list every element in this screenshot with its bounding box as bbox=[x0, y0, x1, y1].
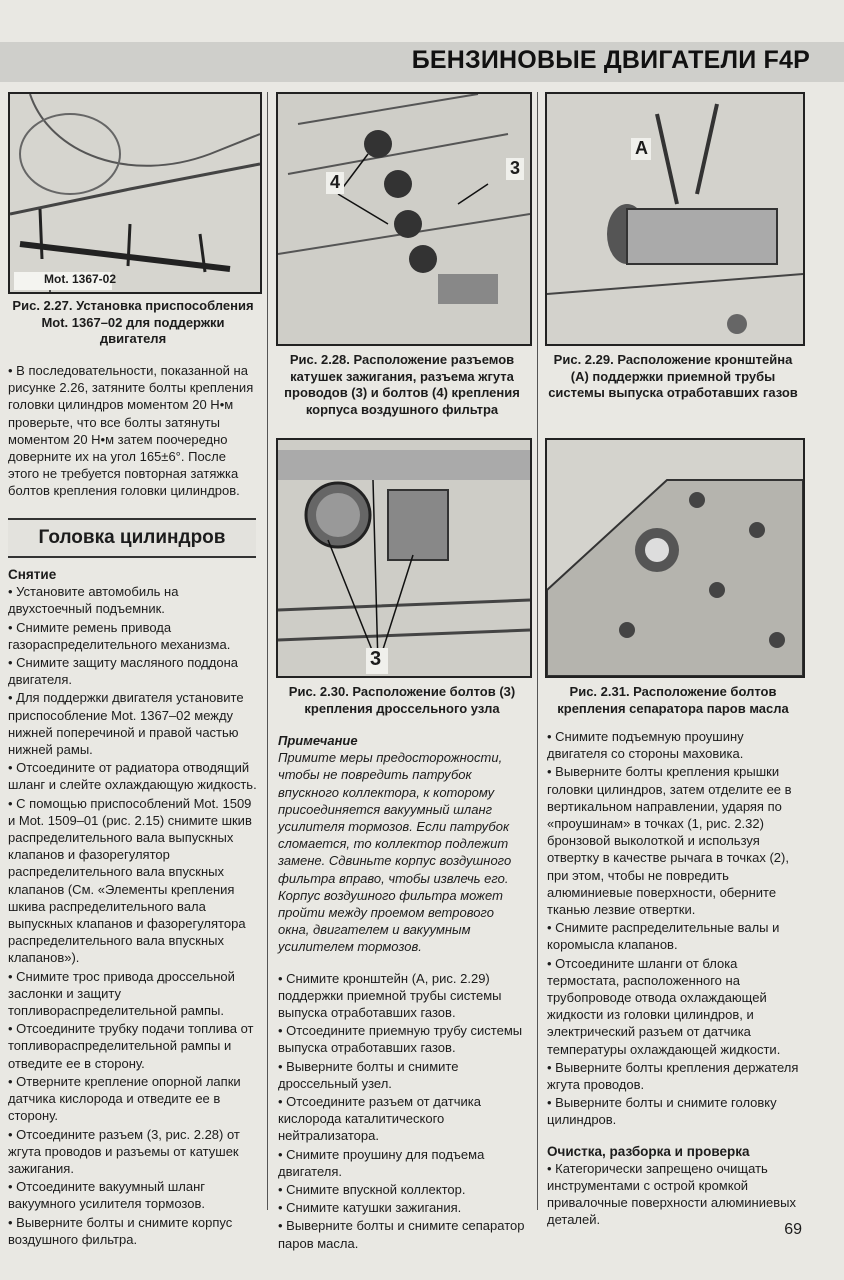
section-title: Головка цилиндров bbox=[8, 518, 256, 558]
list-item: • Отсоедините разъем (3, рис. 2.28) от жгута проводов и разъемы от катушек зажигания. bbox=[8, 1126, 240, 1176]
figure-2-28-callout-3: 3 bbox=[510, 158, 521, 178]
col1-intro bbox=[8, 362, 256, 501]
list-item: • Снимите кронштейн (А, рис. 2.29) поддержки приемной трубы системы выпуска отработавших газов. bbox=[278, 970, 502, 1021]
list-item: • Снимите подъемную проушину двигателя со стороны маховика. bbox=[547, 729, 744, 762]
list-item: • Снимите проушину для подъема двигателя. bbox=[278, 1146, 485, 1179]
col3-subhead: Очистка, разборка и проверка bbox=[547, 1143, 750, 1159]
list-item: • Установите автомобиль на двухстоечный подъемник. bbox=[8, 584, 179, 617]
figure-2-30-caption: Рис. 2.30. Расположение болтов (3) крепления дроссельного узла bbox=[288, 684, 516, 716]
figure-2-27-caption: Рис. 2.27. Установка приспособления Mot. 1367–02 для поддержки двигателя bbox=[12, 298, 254, 346]
figure-2-30-callout-3: 3 bbox=[370, 648, 382, 670]
list-item: • Отверните крепление опорной лапки датчика кислорода и отведите ее в сторону. bbox=[8, 1073, 241, 1124]
col2-body bbox=[278, 732, 528, 1253]
list-item: • Снимите защиту масляного поддона двигателя. bbox=[8, 655, 238, 688]
figure-2-27 bbox=[8, 92, 262, 294]
list-item: • Выверните болты крепления крышки головки цилиндров, затем отделите ее в вертикальном направлении, ударяя по «проушинам» в точках (1, рис. 2.32) бронзовой выколоткой и используя отвертку в качестве рычага в точках (2), при этом, чтобы не повредить алюминиевые поверхности, оберните тканью лезвие отвертки. bbox=[547, 764, 792, 918]
list-item: • Отсоедините разъем от датчика кислорода каталитического нейтрализатора. bbox=[278, 1094, 481, 1144]
col1-subhead: Снятие bbox=[8, 567, 57, 582]
figure-2-31-caption: Рис. 2.31. Расположение болтов крепления сепаратора паров масла bbox=[557, 684, 789, 716]
list-item: • С помощью приспособлений Mot. 1509 и Mot. 1509–01 (рис. 2.15) снимите шкив распределительного вала выпускных клапанов и фазорегулятор распределительного вала впускных клапанов (См. «Элементы крепления шкива распределительного вала выпускных клапанов и фазорегулятора распределительного вала впускных клапанов»). bbox=[8, 795, 252, 966]
list-item: • Отсоедините вакуумный шланг вакуумного усилителя тормозов. bbox=[8, 1179, 206, 1212]
figure-2-29 bbox=[545, 92, 805, 346]
column-divider-2 bbox=[537, 92, 538, 1210]
list-item: • Отсоедините шланги от блока термостата, расположенного на трубопроводе отвода охлаждающей жидкости из головки цилиндров, и электрический разъем от датчика температуры охлаждающей жидкости. bbox=[547, 955, 781, 1057]
list-item: • Отсоедините от радиатора отводящий шланг и слейте охлаждающую жидкость. bbox=[8, 760, 257, 793]
list-item: • Для поддержки двигателя установите приспособление Mot. 1367–02 между нижней поперечиной и правой частью нижней рамы. bbox=[8, 690, 244, 758]
page-header-title: БЕНЗИНОВЫЕ ДВИГАТЕЛИ F4P bbox=[411, 46, 810, 74]
figure-2-29-callout-a: A bbox=[635, 138, 648, 158]
list-item: • Снимите ремень привода газораспределительного механизма. bbox=[8, 619, 231, 652]
list-item: • Отсоедините приемную трубу системы выпуска отработавших газов. bbox=[278, 1023, 523, 1056]
list-item: • Выверните болты и снимите корпус воздушного фильтра. bbox=[8, 1214, 233, 1247]
list-item: • Отсоедините трубку подачи топлива от топливораспределительной рампы и отведите ее в сторону. bbox=[8, 1021, 254, 1071]
figure-2-28-illustration bbox=[278, 94, 530, 344]
list-item: • Снимите впускной коллектор. bbox=[278, 1182, 466, 1198]
col1-intro-text: • В последовательности, показанной на рисунке 2.26, затяните болты крепления головки цилиндров моментом 20 Н•м проверьте, что все болты затянуты моментом 20 Н•м затем поочередно доверните их на угол 165±6°. После этого не требуется повторная затяжка болтов крепления головки цилиндров. bbox=[8, 363, 254, 499]
col1-body bbox=[8, 566, 258, 1249]
figure-2-30-illustration bbox=[278, 440, 530, 676]
list-item: • Снимите распределительные валы и коромысла клапанов. bbox=[547, 920, 780, 953]
page-number: 69 bbox=[784, 1221, 802, 1238]
list-item: • Выверните болты и снимите сепаратор паров масла. bbox=[278, 1218, 525, 1251]
list-item: • Выверните болты крепления держателя жгута проводов. bbox=[547, 1059, 799, 1093]
note-title: Примечание bbox=[278, 733, 358, 748]
figure-2-27-illustration bbox=[10, 94, 260, 292]
list-item: • Выверните болты и снимите дроссельный узел. bbox=[278, 1058, 459, 1091]
column-divider-1 bbox=[267, 92, 268, 1210]
list-item: • Выверните болты и снимите головку цилиндров. bbox=[547, 1095, 777, 1128]
list-item: • Категорически запрещено очищать инструментами с острой кромкой привалочные поверхности алюминиевых деталей. bbox=[547, 1160, 796, 1228]
figure-2-30 bbox=[276, 438, 532, 678]
figure-2-28-callout-4: 4 bbox=[330, 172, 341, 192]
figure-2-31 bbox=[545, 438, 805, 678]
col3-body bbox=[547, 728, 803, 1230]
note-text: Примите меры предосторожности, чтобы не повредить патрубок впускного коллектора, к которому присоединяется вакуумный шланг усилителя тормозов. Если патрубок сломается, то коллектор подлежит замене. Сдвиньте корпус воздушного фильтра вправо, чтобы извлечь его. Корпус воздушного фильтра может пройти между проемом ветрового окна, двигателем и вакуумным усилителем тормозов. bbox=[278, 750, 512, 955]
figure-2-29-illustration bbox=[547, 94, 803, 344]
figure-2-28 bbox=[276, 92, 532, 346]
list-item: • Снимите катушки зажигания. bbox=[278, 1200, 462, 1216]
list-item: • Снимите трос привода дроссельной заслонки и защиту топливораспределительной рампы. bbox=[8, 968, 235, 1019]
figure-2-28-caption: Рис. 2.28. Расположение разъемов катушек зажигания, разъема жгута проводов (3) и болтов (4) крепления корпуса воздушного фильтра bbox=[284, 352, 520, 417]
figure-2-27-label: Mot. 1367-02 bbox=[44, 272, 117, 286]
figure-2-29-caption: Рис. 2.29. Расположение кронштейна (А) поддержки приемной трубы системы выпуска отработавших газов bbox=[548, 352, 798, 400]
figure-2-31-illustration bbox=[547, 440, 803, 676]
